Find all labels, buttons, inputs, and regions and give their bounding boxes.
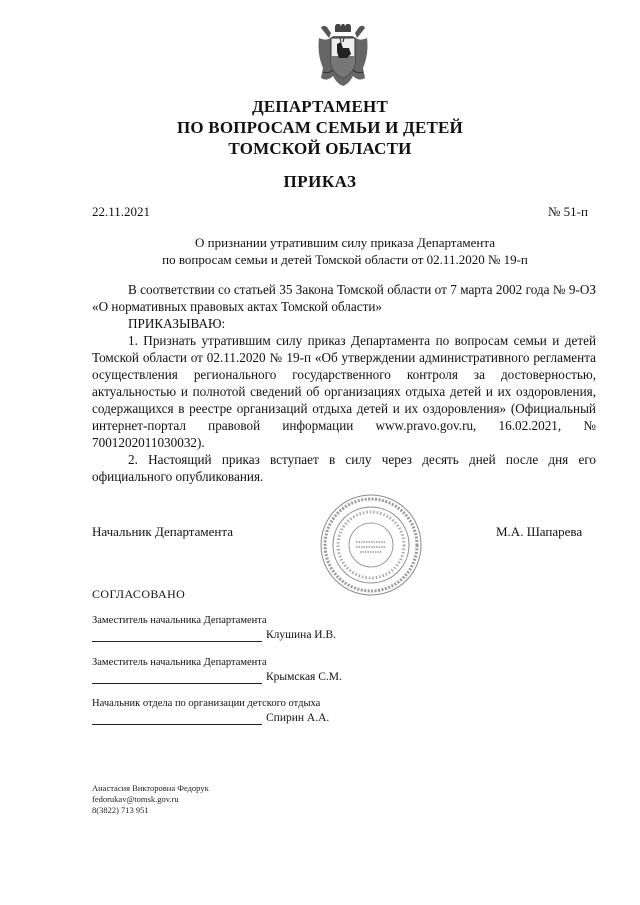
contact-phone: 8(3822) 713 951 [92,805,149,815]
approver-3 [92,697,329,725]
approver-2 [92,656,342,684]
order-item-1: 1. Признать утратившим силу приказ Департамента по вопросам семьи и детей Томской области от 02.11.2020 № 19-п «Об утверждении административного регламента осуществления регионального государственного контроля за достоверностью, актуальностью и полнотой сведений об организациях отдыха детей и их оздоровления, содержащихся в реестре организаций отдыха детей и их оздоровления» (Официальный интернет-портал правовой информации www.pravo.gov.ru, 16.02.2021, № 7001202011030032). [92,333,596,450]
org-line-2: ПО ВОПРОСАМ СЕМЬИ И ДЕТЕЙ [177,118,463,137]
order-item-2: 2. Настоящий приказ вступает в силу через десять дней после дня его официального опубликования. [92,452,596,484]
approver-position: Начальник отдела по организации детского отдыха [92,698,321,709]
organization-name [150,96,490,159]
document-body [92,281,596,485]
signature-position: Начальник Департамента [92,524,233,539]
document-date: 22.11.2021 [92,204,151,219]
approver-name: Крымская С.М. [266,671,342,683]
approver-position: Заместитель начальника Департамента [92,615,267,626]
approver-name: Спирин А.А. [266,712,330,724]
official-stamp-icon [318,492,424,598]
approver-1 [92,614,336,642]
subject-line-2: по вопросам семьи и детей Томской области от 02.11.2020 № 19-п [162,252,528,267]
document-number: № 51-п [548,204,588,219]
signature-name: М.А. Шапарева [496,524,583,539]
agreement-title: СОГЛАСОВАНО [92,587,186,601]
org-line-1: ДЕПАРТАМЕНТ [251,97,389,116]
document-subject [150,234,540,268]
contact-info [92,783,209,816]
signature-line [92,630,262,642]
subject-line-1: О признании утратившим силу приказа Департамента [195,235,495,250]
signature-line [92,672,262,684]
approver-position: Заместитель начальника Департамента [92,657,267,668]
contact-email: fedorukav@tomsk.gov.ru [92,794,179,804]
tomsk-coat-of-arms-icon [313,24,373,88]
org-line-3: ТОМСКОЙ ОБЛАСТИ [228,139,412,158]
order-word: ПРИКАЗЫВАЮ: [128,316,226,331]
approver-name: Клушина И.В. [266,629,337,641]
signature-line [92,713,262,725]
preamble: В соответствии со статьей 35 Закона Томской области от 7 марта 2002 года № 9-ОЗ «О нормативных правовых актах Томской области» [92,282,596,314]
contact-name: Анастасия Викторовна Федорук [92,783,209,793]
document-type: ПРИКАЗ [283,172,357,191]
